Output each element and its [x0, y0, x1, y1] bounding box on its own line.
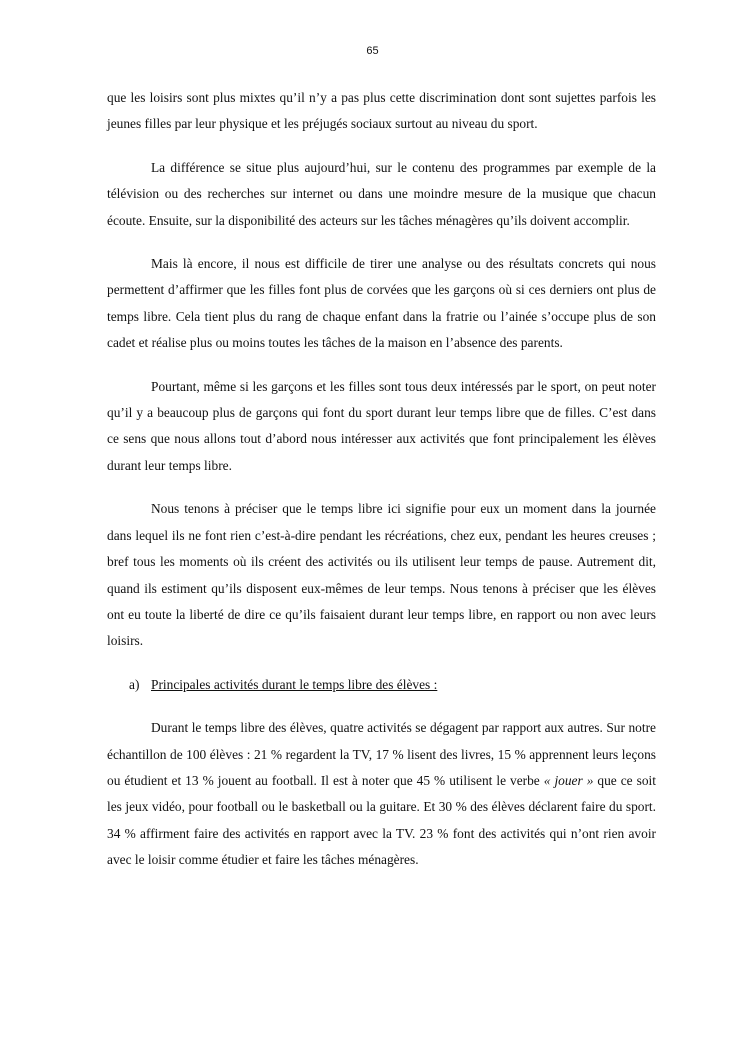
paragraph-6-part-1: Durant le temps libre des élèves, quatre activités se dégagent par rapport aux autres. Sur notre échantillon de 100 élèves : 21 % regardent la TV, 17 % lisent des livres, 15 % apprennent leurs leçons ou étudient et 13 % jouent au football. Il est à noter que 45 % utilisent le verbe	[107, 720, 656, 788]
paragraph-6-part-2: que ce soit les jeux vidéo, pour football ou le basketball ou la guitare. Et 30 % des élèves déclarent faire du sport. 34 % affirment faire des activités en rapport avec la TV. 23 % font des activités qui n’ont rien avoir avec le loisir comme étudier et faire les tâches ménagères.	[107, 772, 656, 868]
section-title: Principales activités durant le temps libre des élèves :	[151, 676, 438, 692]
paragraph-3: Mais là encore, il nous est difficile de tirer une analyse ou des résultats concrets qui nous permettent d’affirmer que les filles font plus de corvées que les garçons où si ces derniers ont plus de temps libre. Cela tient plus du rang de chaque enfant dans la fratrie ou l’ainée s’occupe plus de son cadet et réalise plus ou moins toutes les tâches de la maison en l’absence des parents.	[107, 256, 656, 351]
paragraph-5: Nous tenons à préciser que le temps libre ici signifie pour eux un moment dans la journée dans lequel ils ne font rien c’est-à-dire pendant les récréations, chez eux, pendant les heures creuses ; bref tous les moments où ils créent des activités ou ils utilisent leur temps de pause. Autrement dit, quand ils estiment qu’ils disposent eux-mêmes de leur temps. Nous tenons à préciser que les élèves ont eu toute la liberté de dire ce qu’ils faisaient durant leur temps libre, en rapport ou non avec leurs loisirs.	[107, 501, 656, 649]
section-heading	[107, 672, 656, 698]
page-number: 65	[366, 45, 379, 57]
paragraph-4: Pourtant, même si les garçons et les filles sont tous deux intéressés par le sport, on peut noter qu’il y a beaucoup plus de garçons qui font du sport durant leur temps libre que de filles. C’est dans ce sens que nous allons tout d’abord nous intéresser aux activités que font principalement les élèves durant leur temps libre.	[107, 378, 656, 473]
paragraph-6-emphasis: « jouer »	[543, 772, 594, 788]
paragraph-1: que les loisirs sont plus mixtes qu’il n’y a pas plus cette discrimination dont sont sujettes parfois les jeunes filles par leur physique et les préjugés sociaux surtout au niveau du sport.	[107, 90, 656, 132]
paragraph-2: La différence se situe plus aujourd’hui, sur le contenu des programmes par exemple de la télévision ou des recherches sur internet ou dans une moindre mesure de la musique que chacun écoute. Ensuite, sur la disponibilité des acteurs sur les tâches ménagères qu’ils doivent accomplir.	[107, 159, 656, 228]
section-marker: a)	[129, 676, 140, 692]
body-text	[107, 85, 656, 891]
paragraph-6	[107, 715, 656, 873]
